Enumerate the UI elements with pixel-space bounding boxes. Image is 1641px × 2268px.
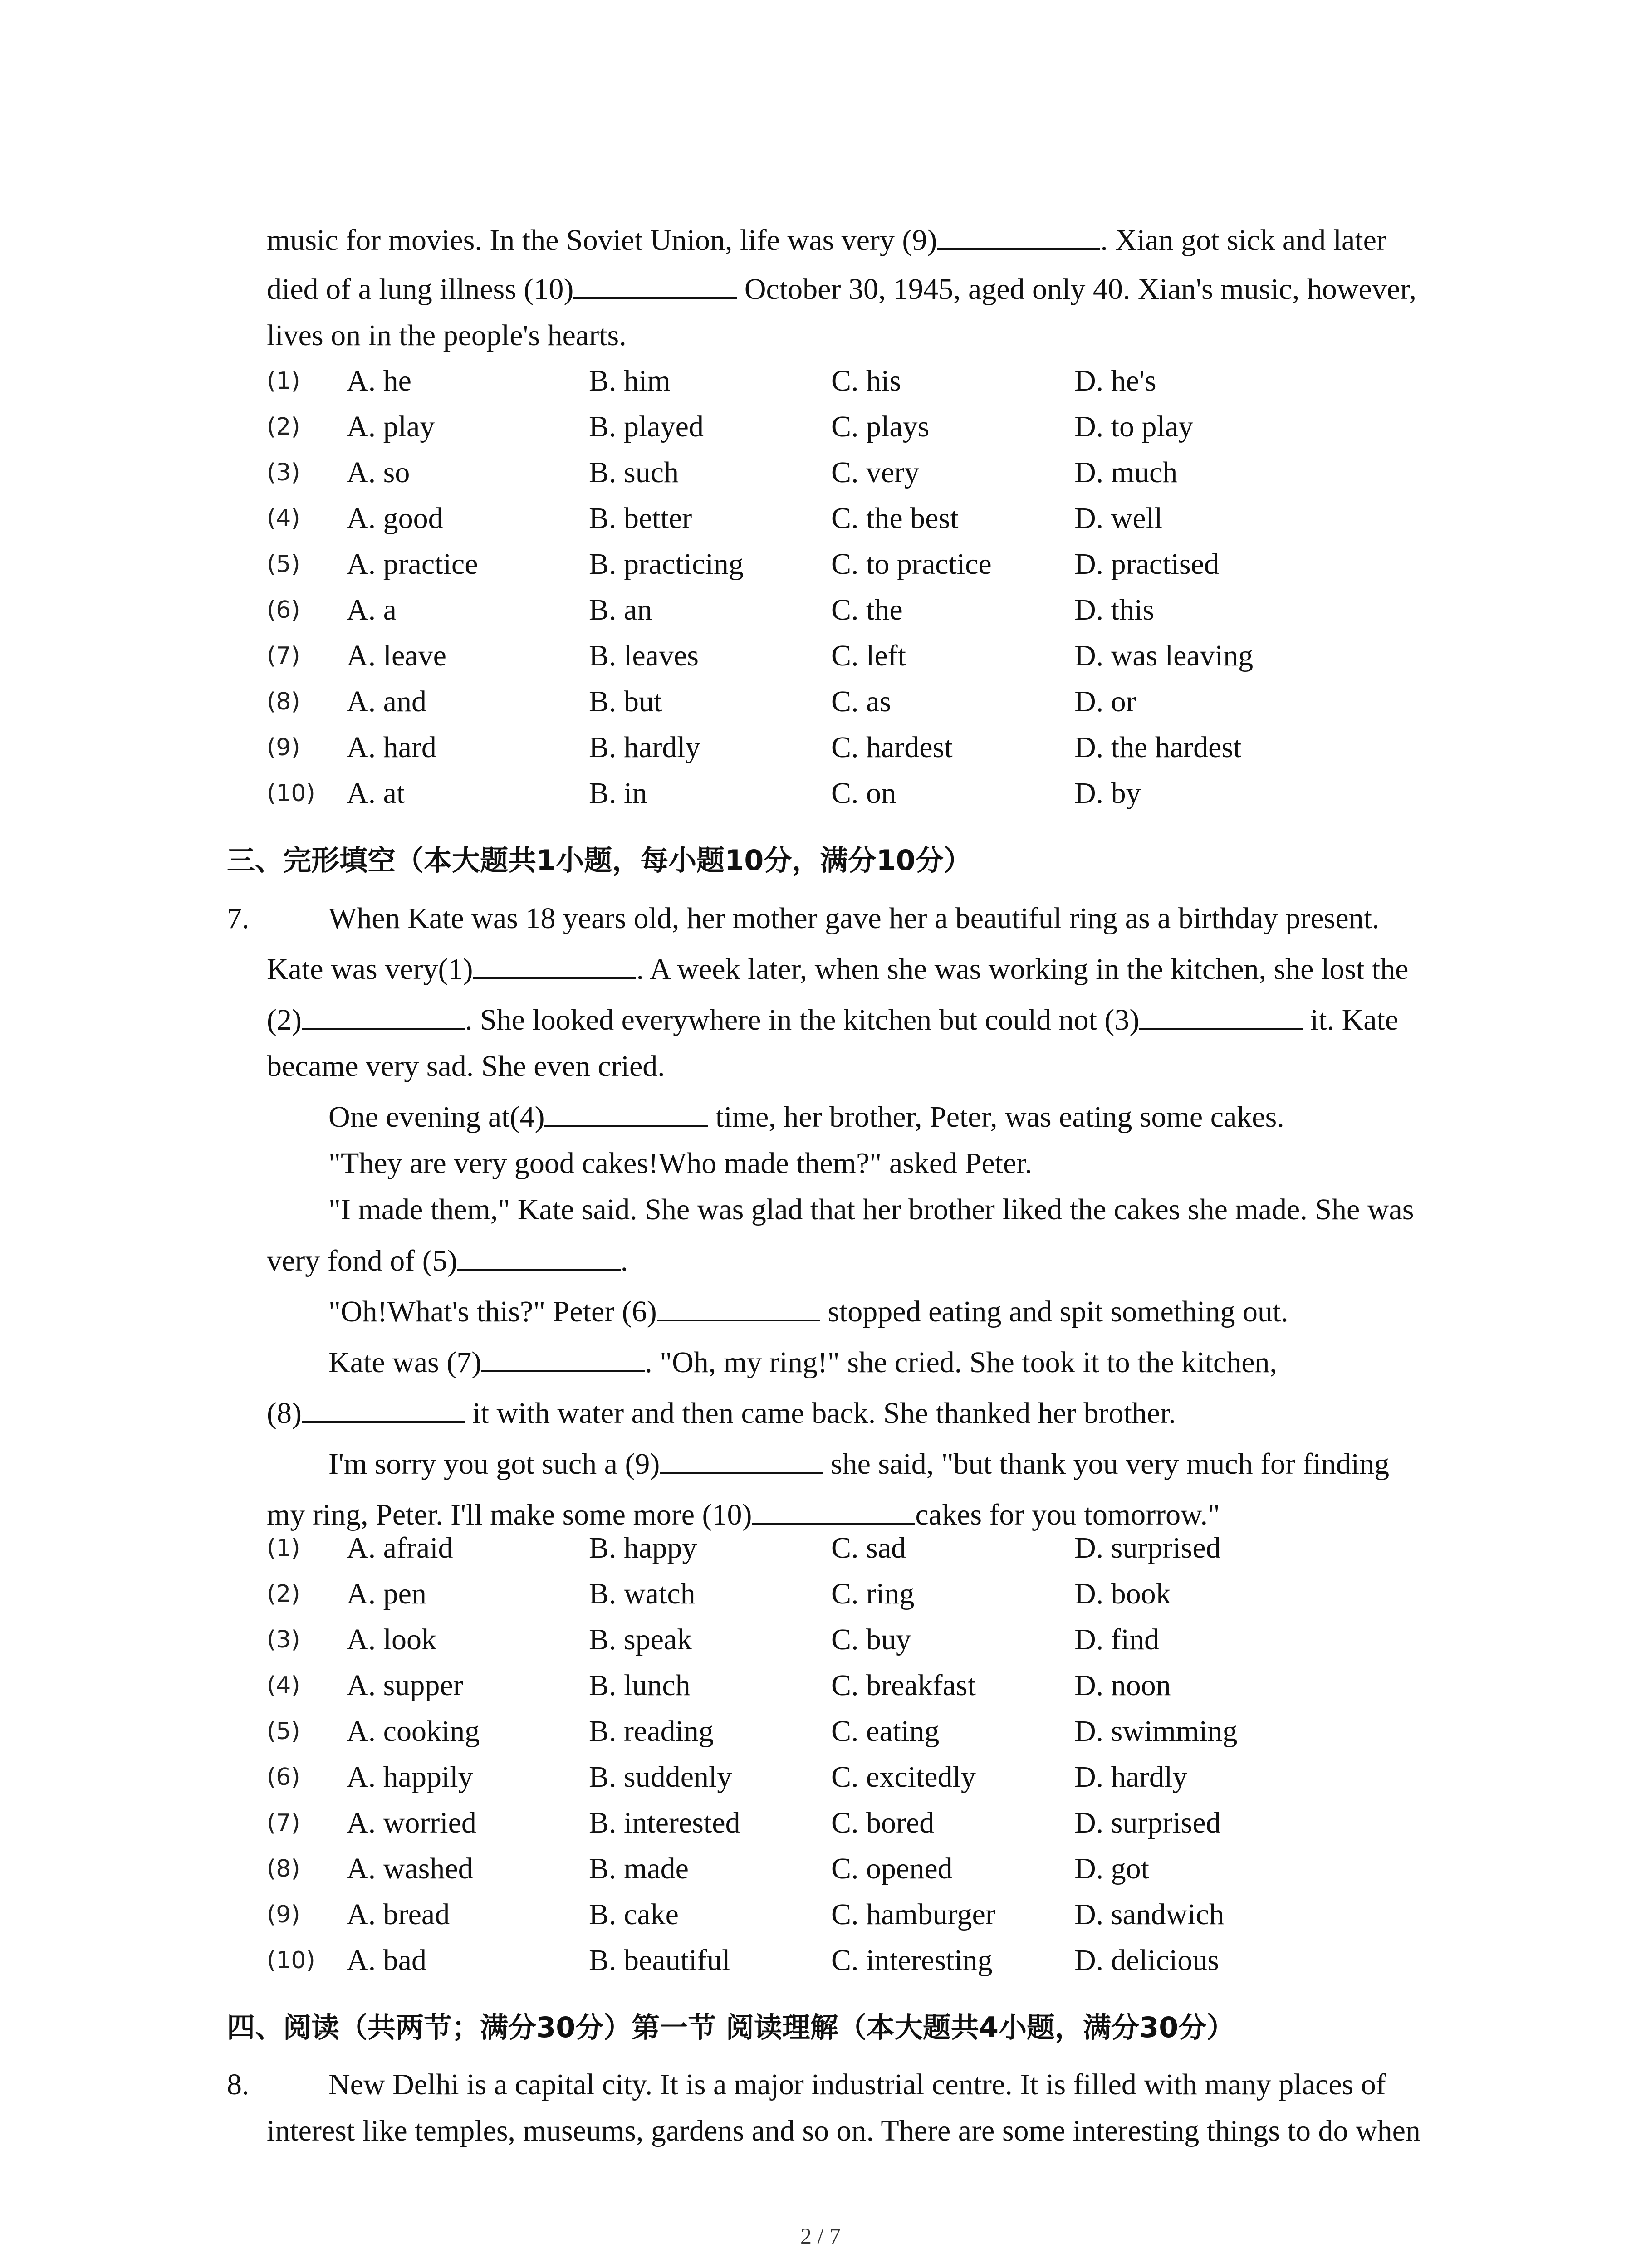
answer-blank [657, 1294, 820, 1321]
passage-line: New Delhi is a capital city. It is a major industrial centre. It is filled with many places of [328, 2068, 1386, 2101]
option-choice-a: A. happily [347, 1760, 473, 1794]
option-choice-a: A. practice [347, 547, 478, 581]
option-choice-d: D. or [1074, 685, 1136, 718]
option-choice-c: C. his [831, 364, 901, 397]
option-number: (4) [267, 505, 300, 532]
answer-blank [481, 1345, 645, 1372]
option-choice-a: A. look [347, 1623, 436, 1656]
option-number: (10) [267, 1947, 315, 1974]
answer-blank [457, 1243, 621, 1271]
option-choice-b: B. speak [589, 1623, 692, 1656]
option-row [267, 1622, 1446, 1658]
option-row [267, 1805, 1446, 1841]
option-choice-a: A. play [347, 410, 435, 443]
option-choice-d: D. swimming [1074, 1715, 1238, 1748]
passage-line: became very sad. She even cried. [267, 1050, 665, 1083]
passage-line: (2) . She looked everywhere in the kitchen but could not (3) it. Kate [267, 1003, 1399, 1036]
passage-line: One evening at(4) time, her brother, Peter, was eating some cakes. [328, 1100, 1284, 1134]
option-row [267, 1851, 1446, 1887]
answer-blank [302, 1002, 465, 1030]
option-choice-d: D. much [1074, 456, 1178, 489]
option-choice-b: B. better [589, 502, 692, 535]
option-choice-d: D. well [1074, 502, 1163, 535]
passage-line: music for movies. In the Soviet Union, life was very (9) . Xian got sick and later [267, 224, 1386, 257]
option-number: (5) [267, 551, 300, 578]
option-number: (8) [267, 688, 300, 715]
option-choice-b: B. an [589, 593, 652, 626]
option-choice-b: B. cake [589, 1898, 679, 1931]
option-choice-a: A. washed [347, 1852, 473, 1885]
option-number: (9) [267, 734, 300, 761]
option-choice-c: C. the best [831, 502, 959, 535]
option-choice-d: D. book [1074, 1577, 1171, 1610]
page-number: 2 / 7 [800, 2223, 841, 2248]
option-choice-a: A. hard [347, 731, 436, 764]
option-choice-a: A. pen [347, 1577, 426, 1610]
answer-blank [660, 1447, 823, 1474]
option-choice-d: D. surprised [1074, 1531, 1221, 1564]
option-number: (1) [267, 367, 300, 395]
option-choice-c: C. the [831, 593, 903, 626]
option-choice-c: C. hamburger [831, 1898, 995, 1931]
option-number: (2) [267, 413, 300, 440]
section-heading: 四、阅读（共两节；满分30分）第一节 阅读理解（本大题共4小题，满分30分） [227, 2011, 1235, 2044]
option-choice-a: A. good [347, 502, 443, 535]
option-row [267, 363, 1446, 399]
option-choice-c: C. on [831, 777, 896, 810]
option-row [267, 546, 1446, 582]
passage-line: lives on in the people's hearts. [267, 319, 627, 352]
option-number: (8) [267, 1855, 300, 1882]
option-choice-a: A. and [347, 685, 426, 718]
answer-blank [302, 1396, 465, 1423]
option-choice-c: C. ring [831, 1577, 915, 1610]
option-number: (3) [267, 1626, 300, 1653]
passage-line: When Kate was 18 years old, her mother gave her a beautiful ring as a birthday present. [328, 902, 1380, 935]
option-choice-d: D. was leaving [1074, 639, 1254, 672]
passage-line: "Oh!What's this?" Peter (6) stopped eating and spit something out. [328, 1295, 1288, 1328]
option-choice-b: B. beautiful [589, 1944, 730, 1977]
option-choice-c: C. bored [831, 1806, 935, 1839]
option-choice-d: D. by [1074, 777, 1141, 810]
option-number: (7) [267, 642, 300, 670]
option-choice-c: C. opened [831, 1852, 953, 1885]
option-choice-d: D. this [1074, 593, 1155, 626]
question-number: 8. [227, 2068, 250, 2101]
option-number: (2) [267, 1580, 300, 1608]
option-row [267, 1759, 1446, 1795]
answer-blank [473, 952, 636, 979]
option-choice-c: C. breakfast [831, 1669, 976, 1702]
answer-blank [1139, 1002, 1303, 1030]
question-number: 7. [227, 902, 250, 935]
option-row [267, 1713, 1446, 1750]
option-number: (9) [267, 1901, 300, 1928]
option-row [267, 1897, 1446, 1933]
option-number: (6) [267, 1764, 300, 1791]
option-choice-d: D. noon [1074, 1669, 1171, 1702]
answer-blank [573, 272, 737, 299]
option-choice-b: B. him [589, 364, 671, 397]
passage-line: I'm sorry you got such a (9) she said, "but thank you very much for finding [328, 1447, 1390, 1481]
option-choice-a: A. at [347, 777, 405, 810]
option-choice-d: D. sandwich [1074, 1898, 1224, 1931]
passage-line: very fond of (5) . [267, 1244, 628, 1277]
option-choice-a: A. a [347, 593, 397, 626]
option-choice-b: B. played [589, 410, 704, 443]
option-choice-c: C. eating [831, 1715, 940, 1748]
option-choice-b: B. leaves [589, 639, 699, 672]
option-choice-c: C. very [831, 456, 920, 489]
passage-line: "They are very good cakes!Who made them?" asked Peter. [328, 1147, 1033, 1180]
passage-line: "I made them," Kate said. She was glad that her brother liked the cakes she made. She was [328, 1193, 1414, 1226]
option-choice-a: A. cooking [347, 1715, 480, 1748]
option-choice-d: D. to play [1074, 410, 1194, 443]
option-choice-b: B. watch [589, 1577, 696, 1610]
option-choice-b: B. practicing [589, 547, 744, 581]
section-heading: 三、完形填空（本大题共1小题，每小题10分，满分10分） [227, 844, 972, 877]
option-choice-c: C. as [831, 685, 891, 718]
option-row [267, 1530, 1446, 1566]
option-choice-a: A. bad [347, 1944, 426, 1977]
option-row [267, 455, 1446, 491]
option-row [267, 729, 1446, 766]
option-choice-d: D. he's [1074, 364, 1156, 397]
option-choice-c: C. buy [831, 1623, 911, 1656]
option-choice-d: D. hardly [1074, 1760, 1188, 1794]
option-row [267, 500, 1446, 537]
option-choice-b: B. reading [589, 1715, 714, 1748]
option-choice-c: C. plays [831, 410, 930, 443]
option-choice-d: D. the hardest [1074, 731, 1242, 764]
passage-line: (8) it with water and then came back. She thanked her brother. [267, 1397, 1176, 1430]
option-choice-a: A. leave [347, 639, 446, 672]
option-choice-b: B. hardly [589, 731, 700, 764]
option-row [267, 1942, 1446, 1979]
option-number: (6) [267, 596, 300, 624]
passage-line: interest like temples, museums, gardens and so on. There are some interesting things to do when [267, 2114, 1421, 2147]
option-choice-d: D. surprised [1074, 1806, 1221, 1839]
passage-line: died of a lung illness (10) October 30, 1945, aged only 40. Xian's music, however, [267, 273, 1416, 306]
option-choice-c: C. interesting [831, 1944, 993, 1977]
option-choice-b: B. made [589, 1852, 689, 1885]
option-row [267, 684, 1446, 720]
option-row [267, 409, 1446, 445]
option-choice-b: B. suddenly [589, 1760, 732, 1794]
option-choice-a: A. worried [347, 1806, 476, 1839]
answer-blank [544, 1100, 708, 1127]
option-choice-d: D. delicious [1074, 1944, 1219, 1977]
option-choice-a: A. supper [347, 1669, 463, 1702]
option-row [267, 638, 1446, 674]
option-row [267, 592, 1446, 628]
option-choice-d: D. practised [1074, 547, 1219, 581]
option-row [267, 1576, 1446, 1612]
option-number: (3) [267, 459, 300, 486]
option-number: (1) [267, 1535, 300, 1562]
option-row [267, 1667, 1446, 1704]
option-choice-c: C. left [831, 639, 906, 672]
option-choice-b: B. but [589, 685, 662, 718]
option-choice-c: C. to practice [831, 547, 992, 581]
option-number: (7) [267, 1809, 300, 1837]
answer-blank [752, 1497, 915, 1525]
option-choice-d: D. got [1074, 1852, 1149, 1885]
option-choice-b: B. interested [589, 1806, 740, 1839]
option-choice-c: C. excitedly [831, 1760, 976, 1794]
option-choice-d: D. find [1074, 1623, 1159, 1656]
option-choice-b: B. lunch [589, 1669, 691, 1702]
passage-line: my ring, Peter. I'll make some more (10) cakes for you tomorrow." [267, 1498, 1220, 1531]
option-number: (4) [267, 1672, 300, 1699]
option-number: (10) [267, 780, 315, 807]
option-choice-b: B. such [589, 456, 679, 489]
option-choice-a: A. he [347, 364, 411, 397]
answer-blank [937, 223, 1100, 250]
option-choice-b: B. in [589, 777, 647, 810]
option-choice-c: C. hardest [831, 731, 953, 764]
option-number: (5) [267, 1718, 300, 1745]
option-choice-a: A. so [347, 456, 410, 489]
option-choice-a: A. bread [347, 1898, 450, 1931]
option-choice-b: B. happy [589, 1531, 697, 1564]
option-choice-a: A. afraid [347, 1531, 453, 1564]
passage-line: Kate was (7) . "Oh, my ring!" she cried. She took it to the kitchen, [328, 1346, 1277, 1379]
passage-line: Kate was very(1) . A week later, when she was working in the kitchen, she lost the [267, 953, 1409, 986]
option-row [267, 775, 1446, 811]
option-choice-c: C. sad [831, 1531, 906, 1564]
